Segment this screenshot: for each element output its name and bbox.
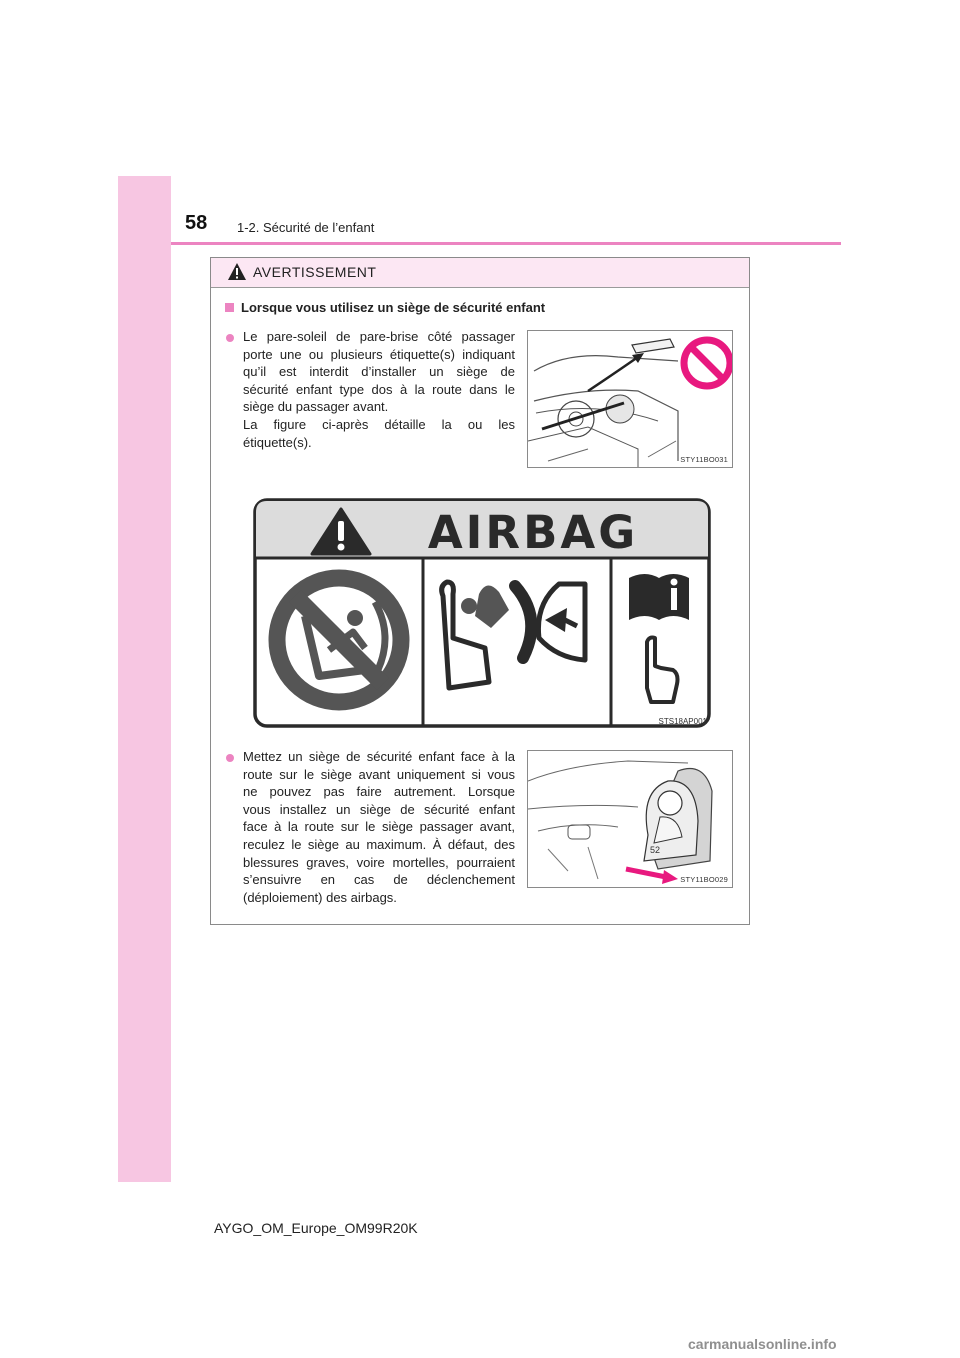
bullet-1-line: Le pare-soleil de pare-brise côté passager: [243, 329, 515, 344]
bullet-1-line: La figure ci-après détaille la ou les: [243, 416, 515, 432]
subheading: [225, 300, 545, 315]
warning-label: AVERTISSEMENT: [253, 264, 377, 280]
bullet-1-line: porte une ou plusieurs étiquette(s) indiquant: [243, 346, 515, 362]
bullet-2-line: reculez le siège au maximum. À défaut, des: [243, 836, 515, 852]
subheading-text: Lorsque vous utilisez un siège de sécurité enfant: [241, 300, 546, 315]
header-rule: [171, 242, 841, 245]
figure-code: STY11BO031: [680, 455, 728, 464]
bullet-1-text: [243, 328, 515, 451]
bullet-1-line: siège du passager avant.: [243, 399, 389, 415]
label-figure-code: STS18AP001: [658, 717, 707, 726]
warning-triangle-icon: [227, 262, 247, 281]
child-seat-illustration: [528, 751, 732, 887]
bullet-2-line: vous installez un siège de sécurité enfant: [243, 801, 515, 817]
bullet-2-line: face à la route sur le siège passager avant,: [243, 819, 515, 835]
bullet-dot-icon: [226, 334, 234, 342]
watermark: carmanualsonline.info: [688, 1336, 837, 1352]
figure-code: STY11BO029: [680, 875, 728, 884]
page-number: 58: [185, 212, 208, 234]
document-code: AYGO_OM_Europe_OM99R20K: [214, 1220, 418, 1236]
bullet-2-line: (déploiement) des airbags.: [243, 889, 397, 905]
bullet-2-text: [243, 748, 515, 906]
sun-visor-figure: [527, 330, 733, 468]
svg-text:52: 52: [650, 845, 661, 855]
side-band: [118, 176, 171, 1182]
child-seat-figure: [527, 750, 733, 888]
airbag-label-title: AIRBAG: [427, 506, 639, 559]
sun-visor-illustration: [528, 331, 732, 467]
bullet-1-line: qu’il est interdit d’installer un siège de: [243, 364, 515, 380]
bullet-2-line: blessures graves, voire mortelles, pourraient: [243, 854, 515, 870]
bullet-1-line: étiquette(s).: [243, 434, 312, 450]
warning-header: [211, 258, 749, 288]
section-title: 1-2. Sécurité de l’enfant: [237, 220, 375, 235]
bullet-dot-icon: [226, 754, 234, 762]
bullet-2-line: s’ensuivre en cas de déclenchement: [243, 872, 515, 888]
bullet-2-line: ne pouvez pas faire autrement. Lorsque: [243, 784, 515, 800]
square-bullet-icon: [225, 303, 234, 312]
warning-box: [210, 257, 750, 925]
bullet-1-line: sécurité enfant type dos à la route dans le: [243, 381, 515, 397]
bullet-2-line: Mettez un siège de sécurité enfant face à la: [243, 749, 515, 764]
airbag-warning-label: [253, 498, 711, 728]
bullet-2-line: route sur le siège avant uniquement si vous: [243, 766, 515, 782]
